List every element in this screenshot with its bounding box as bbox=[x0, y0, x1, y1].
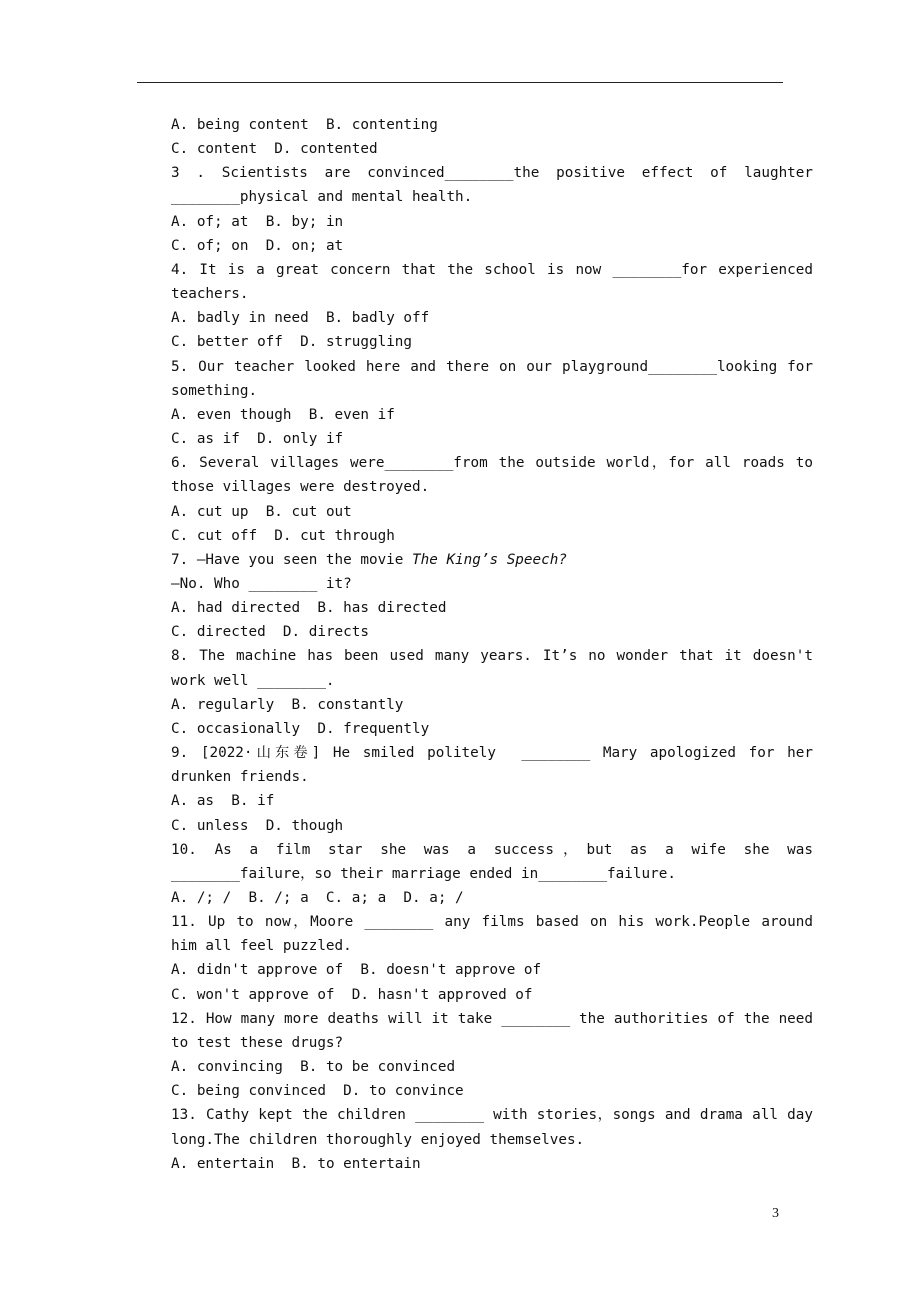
page-number: 3 bbox=[772, 1206, 779, 1221]
option-line: A. of; at B. by; in bbox=[171, 213, 344, 230]
question-8-stem: 8. The machine has been used many years. It’s no wonder that it doesn't work well ________. bbox=[171, 648, 822, 689]
option-line: C. unless D. though bbox=[171, 817, 344, 834]
option-line: A. entertain B. to entertain bbox=[171, 1155, 421, 1172]
header-rule bbox=[137, 82, 783, 83]
option-line: C. cut off D. cut through bbox=[171, 527, 395, 544]
option-line: C. won't approve of D. hasn't approved of bbox=[171, 986, 533, 1003]
option-line: A. didn't approve of B. doesn't approve of bbox=[171, 962, 542, 979]
option-line: C. of; on D. on; at bbox=[171, 237, 344, 254]
option-line: C. directed D. directs bbox=[171, 624, 369, 641]
option-line: A. badly in need B. badly off bbox=[171, 310, 430, 327]
option-line: A. even though B. even if bbox=[171, 406, 395, 423]
option-line: A. being content B. contenting bbox=[171, 117, 438, 133]
option-line: A. convincing B. to be convinced bbox=[171, 1059, 456, 1076]
question-7-reply: —No. Who ________ it? bbox=[171, 575, 352, 592]
question-5-stem: 5. Our teacher looked here and there on our playground________looking for something. bbox=[171, 358, 822, 399]
option-line: C. content D. contented bbox=[171, 141, 378, 158]
option-line: A. regularly B. constantly bbox=[171, 696, 404, 713]
option-line: A. had directed B. has directed bbox=[171, 600, 447, 617]
option-line: C. as if D. only if bbox=[171, 431, 344, 448]
question-11-stem: 11. Up to now，Moore ________ any films based on his work.People around him all feel puzzled. bbox=[171, 914, 822, 955]
question-7-stem: 7. —Have you seen the movie The King’s Speech? bbox=[171, 551, 567, 568]
question-13-stem: 13. Cathy kept the children ________ with stories，songs and drama all day long.The children thoroughly enjoyed themselves. bbox=[171, 1107, 822, 1148]
option-line: A. as B. if bbox=[171, 793, 275, 810]
question-4-stem: 4. It is a great concern that the school is now ________for experienced teachers. bbox=[171, 261, 822, 303]
option-line: C. occasionally D. frequently bbox=[171, 720, 430, 737]
option-line: C. being convinced D. to convince bbox=[171, 1083, 464, 1100]
option-line: A. /; / B. /; a C. a; a D. a; / bbox=[171, 890, 464, 906]
movie-title: The King’s Speech? bbox=[412, 551, 567, 568]
option-line: C. better off D. struggling bbox=[171, 334, 413, 351]
question-9-stem: 9. [2022·山东卷] He smiled politely ________ Mary apologized for her drunken friends. bbox=[171, 745, 822, 786]
question-3-stem: 3 . Scientists are convinced________the positive effect of laughter ________physical and mental health. bbox=[171, 165, 822, 206]
option-line: A. cut up B. cut out bbox=[171, 503, 352, 520]
question-12-stem: 12. How many more deaths will it take ________ the authorities of the need to test these drugs? bbox=[171, 1010, 822, 1051]
exercise-content bbox=[139, 113, 822, 1176]
question-6-stem: 6. Several villages were________from the outside world，for all roads to those villages were destroyed. bbox=[171, 455, 822, 496]
question-10-stem: 10. As a film star she was a success，but as a wife she was ________failure，so their marriage ended in________failure. bbox=[171, 841, 822, 882]
